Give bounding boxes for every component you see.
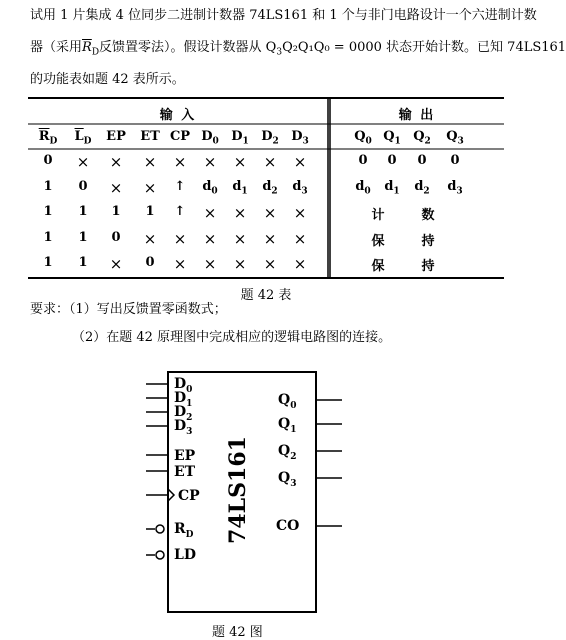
row-1-out-3: $d_3$ bbox=[447, 179, 463, 197]
problem-line-2 bbox=[30, 40, 566, 61]
header-q1: $Q_1$ bbox=[383, 129, 401, 147]
row-4-in-0: 1 bbox=[43, 255, 53, 270]
function-table bbox=[28, 97, 504, 303]
row-1-in-2: × bbox=[109, 179, 123, 197]
row-4-in-1: 1 bbox=[78, 255, 88, 270]
row-0-in-0: 0 bbox=[43, 153, 53, 168]
row-4-in-5: × bbox=[203, 255, 217, 273]
figure-caption: 题 42 图 bbox=[212, 625, 263, 640]
table-caption: 题 42 表 bbox=[240, 288, 292, 303]
row-3-in-7: × bbox=[263, 230, 277, 248]
problem-line-2-c: Q₂Q₁Q₀ = 0000 状态开始计数。已知 74LS161 bbox=[282, 40, 566, 55]
row-4-in-6: × bbox=[233, 255, 247, 273]
pin-ld: LD bbox=[174, 547, 196, 563]
row-2-in-2: 1 bbox=[111, 204, 121, 219]
row-0-out-3: 0 bbox=[450, 153, 460, 168]
row-4-out-text-0: 保 bbox=[371, 259, 385, 274]
requirement-2: （2）在题 42 原理图中完成相应的逻辑电路图的连接。 bbox=[72, 330, 392, 345]
row-3-out-text-0: 保 bbox=[371, 234, 385, 249]
row-0-in-3: × bbox=[143, 153, 157, 171]
row-0-in-8: × bbox=[293, 153, 307, 171]
row-0-in-6: × bbox=[233, 153, 247, 171]
row-2-in-6: × bbox=[233, 204, 247, 222]
rd-symbol-sub: D bbox=[91, 47, 100, 58]
pin-q1: $Q_1$ bbox=[278, 416, 297, 435]
problem-line-2-b: 反馈置零法）。假设计数器从 Q bbox=[99, 40, 277, 55]
row-4-in-7: × bbox=[263, 255, 277, 273]
chip-label: 74LS161 bbox=[225, 436, 251, 544]
row-3-in-2: 0 bbox=[111, 230, 121, 245]
q3-sub: 3 bbox=[276, 47, 283, 58]
chip-diagram bbox=[110, 370, 370, 615]
row-2-out-text-0: 计 bbox=[371, 208, 385, 223]
row-1-in-6: $d_1$ bbox=[232, 179, 248, 197]
row-2-in-0: 1 bbox=[43, 204, 53, 219]
row-3-in-3: × bbox=[143, 230, 157, 248]
row-2-in-3: 1 bbox=[145, 204, 155, 219]
row-4-in-3: 0 bbox=[145, 255, 155, 270]
row-3-in-1: 1 bbox=[78, 230, 88, 245]
row-1-out-2: $d_2$ bbox=[414, 179, 430, 197]
row-2-in-8: × bbox=[293, 204, 307, 222]
row-1-in-5: $d_0$ bbox=[202, 179, 218, 197]
pin-q2: $Q_2$ bbox=[278, 443, 297, 462]
row-3-in-5: × bbox=[203, 230, 217, 248]
pin-q3: $Q_3$ bbox=[278, 470, 297, 489]
pin-et: ET bbox=[174, 464, 196, 480]
header-cp: CP bbox=[169, 129, 191, 144]
row-3-out-text-1: 持 bbox=[421, 234, 435, 249]
row-0-in-2: × bbox=[109, 153, 123, 171]
header-rd: $\overline{R}_D$ bbox=[38, 129, 58, 147]
header-d2: $D_2$ bbox=[261, 129, 279, 147]
header-ld: $\overline{L}_D$ bbox=[74, 129, 92, 147]
pin-d0: $D_0$ bbox=[174, 376, 193, 395]
row-3-in-4: × bbox=[173, 230, 187, 248]
requirement-1: 要求：（1）写出反馈置零函数式； bbox=[30, 302, 227, 317]
row-2-in-7: × bbox=[263, 204, 277, 222]
row-1-in-8: $d_3$ bbox=[292, 179, 308, 197]
pin-ep: EP bbox=[174, 448, 196, 464]
row-4-in-4: × bbox=[173, 255, 187, 273]
pin-co: CO bbox=[276, 518, 300, 534]
problem-line-2-a: 器（采用 bbox=[30, 40, 83, 55]
input-group-header: 输 入 bbox=[159, 108, 197, 123]
row-0-in-1: × bbox=[76, 153, 90, 171]
header-d1: $D_1$ bbox=[231, 129, 249, 147]
row-2-in-4: ↑ bbox=[174, 204, 186, 219]
header-q2: $Q_2$ bbox=[413, 129, 431, 147]
row-1-in-7: $d_2$ bbox=[262, 179, 278, 197]
row-1-in-0: 1 bbox=[43, 179, 53, 194]
row-3-in-6: × bbox=[233, 230, 247, 248]
rd-symbol: $\overline{R}$ bbox=[82, 40, 92, 55]
header-q3: $Q_3$ bbox=[446, 129, 464, 147]
row-3-in-0: 1 bbox=[43, 230, 53, 245]
row-0-in-7: × bbox=[263, 153, 277, 171]
row-1-in-1: 0 bbox=[78, 179, 88, 194]
pin-rd: $R_D$ bbox=[174, 521, 194, 540]
row-0-in-4: × bbox=[173, 153, 187, 171]
pin-d1: $D_1$ bbox=[174, 390, 193, 409]
pin-d3: $D_3$ bbox=[174, 418, 193, 437]
row-1-out-1: $d_1$ bbox=[384, 179, 400, 197]
row-0-out-2: 0 bbox=[417, 153, 427, 168]
row-3-in-8: × bbox=[293, 230, 307, 248]
row-4-out-text-1: 持 bbox=[421, 259, 435, 274]
row-4-in-8: × bbox=[293, 255, 307, 273]
row-0-out-0: 0 bbox=[358, 153, 368, 168]
header-et: ET bbox=[140, 129, 160, 144]
row-2-in-5: × bbox=[203, 204, 217, 222]
header-d0: $D_0$ bbox=[201, 129, 219, 147]
header-ep: EP bbox=[106, 129, 126, 144]
problem-line-1: 试用 1 片集成 4 位同步二进制计数器 74LS161 和 1 个与非门电路设计一个六进制计数 bbox=[30, 8, 537, 23]
row-1-out-0: $d_0$ bbox=[355, 179, 371, 197]
row-4-in-2: × bbox=[109, 255, 123, 273]
problem-line-3: 的功能表如题 42 表所示。 bbox=[30, 72, 185, 87]
row-0-in-5: × bbox=[203, 153, 217, 171]
row-2-out-text-1: 数 bbox=[421, 208, 435, 223]
row-2-in-1: 1 bbox=[78, 204, 88, 219]
pin-cp: CP bbox=[178, 488, 200, 504]
header-q0: $Q_0$ bbox=[354, 129, 372, 147]
pin-q0: $Q_0$ bbox=[278, 392, 297, 411]
output-group-header: 输 出 bbox=[398, 108, 436, 123]
row-0-out-1: 0 bbox=[387, 153, 397, 168]
row-1-in-4: ↑ bbox=[174, 179, 186, 194]
pin-d2: $D_2$ bbox=[174, 404, 193, 423]
header-d3: $D_3$ bbox=[291, 129, 309, 147]
row-1-in-3: × bbox=[143, 179, 157, 197]
